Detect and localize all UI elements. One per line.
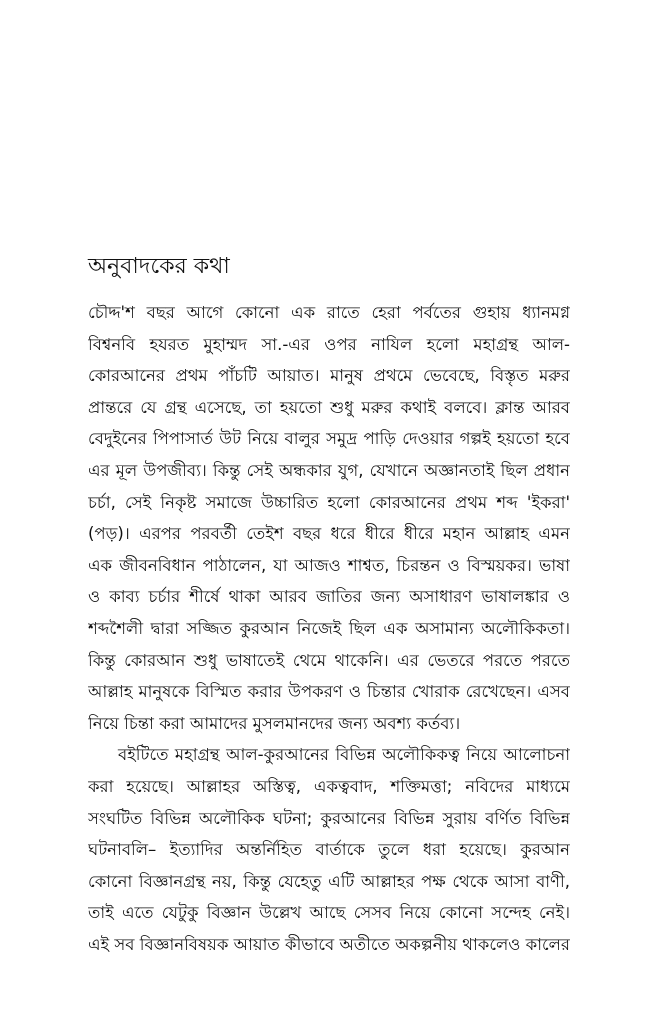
text-line: কোনো বিজ্ঞানগ্রন্থ নয়, কিন্তু যেহেতু এটি আল্লাহর পক্ষ থেকে আসা বাণী, — [88, 871, 570, 891]
text-line: শব্দশৈলী দ্বারা সজ্জিত কুরআন নিজেই ছিল এক অসামান্য অলৌকিকতা। — [88, 618, 570, 638]
text-line: কিন্তু কোরআন শুধু ভাষাতেই থেমে থাকেনি। এর ভেতরে পরতে পরতে — [88, 650, 570, 670]
text-line: প্রান্তরে যে গ্রন্থ এসেছে, তা হয়তো শুধু মরুর কথাই বলবে। ক্লান্ত আরব — [88, 397, 570, 417]
text-line: বইটিতে মহাগ্রন্থ আল-কুরআনের বিভিন্ন অলৌকিকত্ব নিয়ে আলোচনা — [118, 745, 570, 765]
text-line: সংঘটিত বিভিন্ন অলৌকিক ঘটনা; কুরআনের বিভিন্ন সুরায় বর্ণিত বিভিন্ন — [88, 808, 570, 828]
text-line: চৌদ্দ'শ বছর আগে কোনো এক রাতে হেরা পর্বতের গুহায় ধ্যানমগ্ন — [88, 303, 570, 322]
text-line: আল্লাহ মানুষকে বিস্মিত করার উপকরণ ও চিন্তার খোরাক রেখেছেন। এসব — [88, 682, 570, 702]
text-line: এই সব বিজ্ঞানবিষয়ক আয়াত কীভাবে অতীতে অকল্পনীয় থাকলেও কালের — [88, 934, 570, 954]
text-line: এক জীবনবিধান পাঠালেন, যা আজও শাশ্বত, চিরন্তন ও বিস্ময়কর। ভাষা — [88, 555, 570, 575]
text-line: ও কাব্য চর্চার শীর্ষে থাকা আরব জাতির জন্য অসাধারণ ভাষালঙ্কার ও — [88, 587, 570, 607]
text-line: (পড়)। এরপর পরবর্তী তেইশ বছর ধরে ধীরে ধীরে মহান আল্লাহ এমন — [88, 524, 570, 544]
text-line: চর্চা, সেই নিকৃষ্ট সমাজে উচ্চারিত হলো কোরআনের প্রথম শব্দ 'ইকরা' — [88, 492, 570, 512]
paragraph-1 — [88, 297, 570, 739]
paragraph-2 — [88, 739, 570, 960]
text-line: বিশ্বনবি হযরত মুহাম্মদ সা.-এর ওপর নাযিল হলো মহাগ্রন্থ আল- — [88, 334, 570, 354]
body-text — [88, 297, 570, 960]
text-line: করা হয়েছে। আল্লাহর অস্তিত্ব, একত্ববাদ, শক্তিমত্তা; নবিদের মাধ্যমে — [88, 776, 570, 796]
text-line: ঘটনাবলি– ইত্যাদির অন্তর্নিহিত বার্তাকে তুলে ধরা হয়েছে। কুরআন — [88, 840, 570, 860]
chapter-heading: অনুবাদকের কথা — [88, 254, 230, 279]
text-line: এর মূল উপজীব্য। কিন্তু সেই অন্ধকার যুগ, যেখানে অজ্ঞানতাই ছিল প্রধান — [88, 460, 570, 480]
text-line: তাই এতে যেটুকু বিজ্ঞান উল্লেখ আছে সেসব নিয়ে কোনো সন্দেহ নেই। — [88, 903, 570, 923]
text-line: নিয়ে চিন্তা করা আমাদের মুসলমানদের জন্য অবশ্য কর্তব্য। — [88, 713, 461, 733]
text-line: বেদুইনের পিপাসার্ত উট নিয়ে বালুর সমুদ্র পাড়ি দেওয়ার গল্পই হয়তো হবে — [88, 429, 570, 449]
text-line: কোরআনের প্রথম পাঁচটি আয়াত। মানুষ প্রথমে ভেবেছে, বিস্তৃত মরুর — [88, 366, 570, 386]
